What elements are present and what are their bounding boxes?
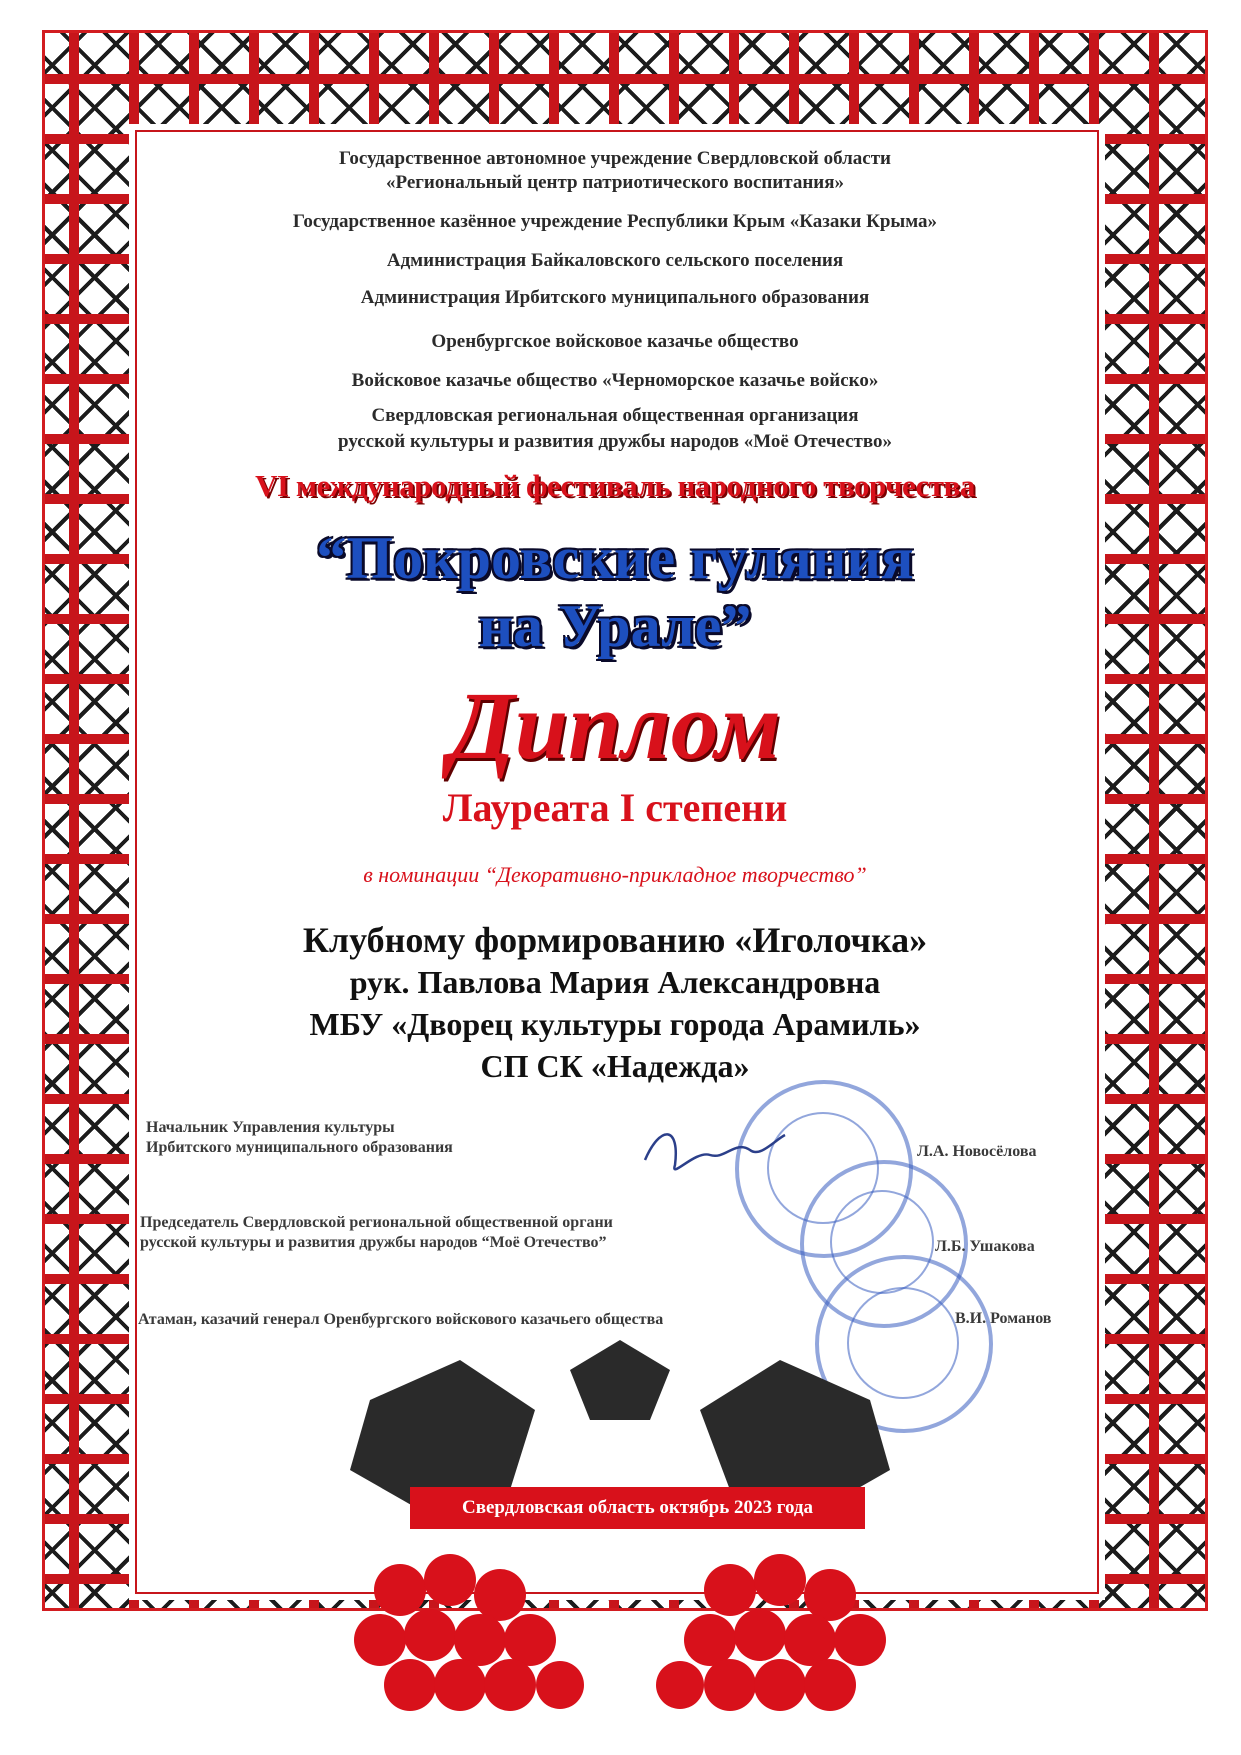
signature-2-name: Л.Б. Ушакова (935, 1238, 1035, 1255)
recipient-institution: МБУ «Дворец культуры города Арамиль» (309, 1006, 921, 1042)
org-line-2: «Региональный центр патриотического воспитания» (385, 172, 845, 193)
signature-1-name: Л.А. Новосёлова (917, 1143, 1037, 1160)
org-line-9: русской культуры и развития дружбы народов «Моё Отечество» (338, 431, 892, 452)
org-line-7: Войсковое казачье общество «Черноморское казачье войско» (351, 370, 879, 391)
org-line-6: Оренбургское войсковое казачье общество (431, 331, 799, 352)
festival-subtitle: VI международный фестиваль народного творчества (255, 468, 975, 503)
recipient-division: СП СК «Надежда» (480, 1048, 750, 1084)
signature-1-title-line-2: Ирбитского муниципального образования (146, 1139, 453, 1156)
org-line-3: Государственное казённое учреждение Республики Крым «Казаки Крыма» (292, 211, 938, 232)
viburnum-embroidery-ornament (300, 1340, 940, 1740)
org-line-1: Государственное автономное учреждение Свердловской области (338, 148, 891, 169)
signature-1-title-line-1: Начальник Управления культуры (146, 1119, 395, 1136)
handwritten-signature (640, 1120, 790, 1190)
signature-3-title: Атаман, казачий генерал Оренбургского войскового казачьего общества (138, 1311, 664, 1328)
org-line-8: Свердловская региональная общественная организация (371, 405, 859, 426)
signature-2-title (140, 1213, 613, 1253)
signature-2-title-line-2: русской культуры и развития дружбы народов “Моё Отечество” (140, 1234, 607, 1251)
footer-date-banner: Свердловская область октябрь 2023 года (410, 1487, 865, 1529)
signature-2-title-line-1: Председатель Свердловской региональной общественной органи (140, 1214, 613, 1231)
festival-name-line-2: на Урале” (478, 593, 752, 659)
diploma-title: Диплом (449, 672, 781, 779)
org-line-4: Администрация Байкаловского сельского поселения (386, 250, 844, 271)
recipient-club: Клубному формированию «Иголочка» (302, 920, 928, 960)
org-line-5: Администрация Ирбитского муниципального образования (360, 287, 870, 308)
festival-name-line-1: “Покровские гуляния (316, 525, 914, 591)
nomination-text: в номинации “Декоративно-прикладное творчество” (363, 862, 867, 887)
signature-3-name: В.И. Романов (955, 1310, 1052, 1327)
recipient-leader: рук. Павлова Мария Александровна (349, 964, 881, 1000)
laureate-degree: Лауреата I степени (442, 785, 788, 830)
signature-1-title (146, 1118, 453, 1158)
